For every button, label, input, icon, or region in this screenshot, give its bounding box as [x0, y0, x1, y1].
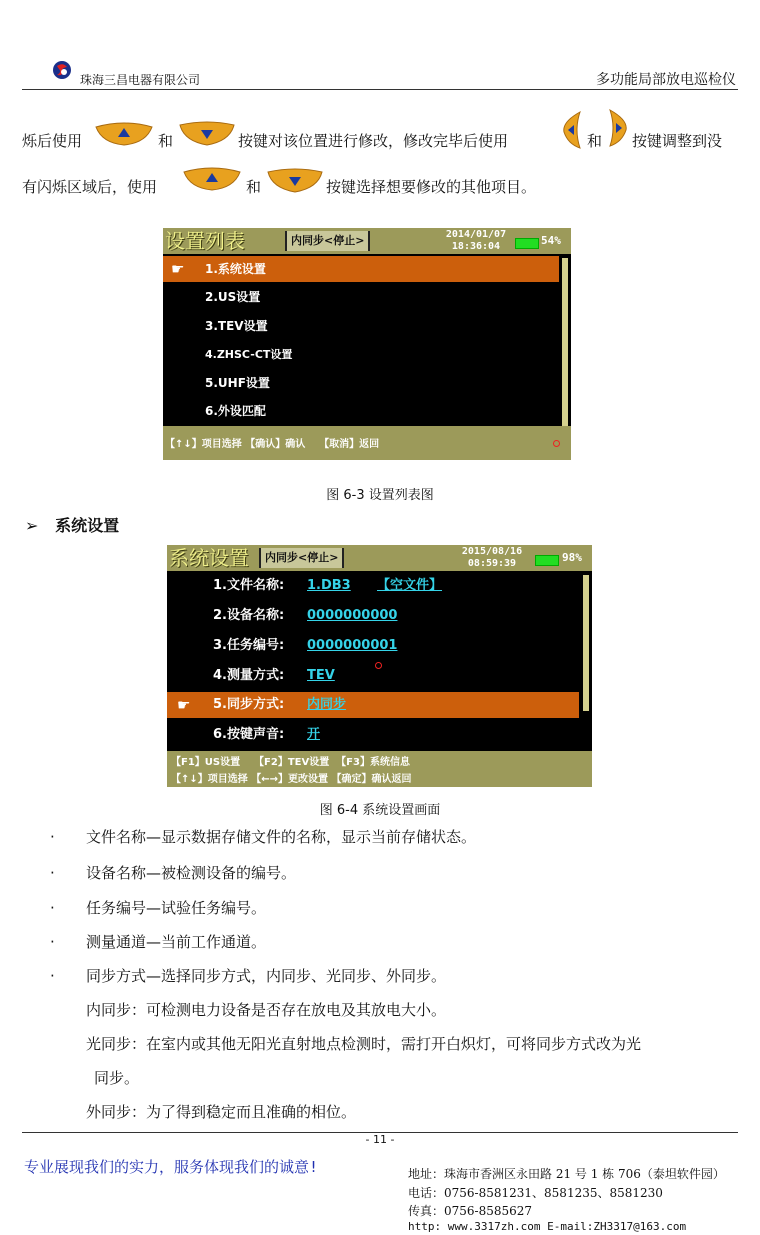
up-key-icon: [94, 121, 154, 147]
bullet-measure-channel: [50, 931, 266, 952]
screen-title: 设置列表: [165, 229, 245, 253]
settings-list-screen: [163, 228, 571, 460]
intro-text-1a: 烁后使用: [22, 132, 83, 150]
sync-optical-desc-1: 光同步：在室内或其他无阳光直射地点检测时，需打开白炽灯，可将同步方式改为光: [86, 1035, 642, 1053]
bullet-mark: ·: [50, 899, 55, 917]
section-title: 系统设置: [55, 516, 120, 535]
sync-mode-indicator: 内同步<停止>: [285, 231, 370, 251]
battery-level: 98%: [562, 551, 582, 564]
setting-label: 1.文件名称:: [213, 578, 285, 593]
screen-header: [167, 545, 592, 571]
setting-label: 6.按键声音:: [213, 727, 285, 742]
down-key-icon: [266, 168, 324, 194]
intro-text-2a: 有闪烁区域后，使用: [22, 178, 158, 196]
bullet-mark: ·: [50, 967, 55, 985]
screen-footer: [163, 426, 571, 460]
bullet-mark: ·: [50, 864, 55, 882]
screen-header: [163, 228, 571, 254]
right-key-icon: [606, 108, 630, 148]
date: 2014/01/07: [445, 229, 507, 240]
section-heading: [25, 513, 119, 536]
bullet-task-number: [50, 897, 266, 918]
bullet-device-name: [50, 862, 296, 883]
company-slogan: 专业展现我们的实力，服务体现我们的诚意!: [24, 1158, 319, 1176]
scrollbar[interactable]: [562, 258, 568, 426]
intro-text-2c: 按键选择想要修改的其他项目。: [326, 178, 537, 196]
system-settings-screen: [167, 545, 592, 787]
sync-optical-desc-2: 同步。: [94, 1069, 140, 1087]
setting-label: 5.同步方式:: [213, 697, 285, 712]
time: 08:59:39: [467, 558, 517, 569]
company-name: 珠海三昌电器有限公司: [80, 73, 201, 87]
bullet-text: 文件名称—显示数据存储文件的名称，显示当前存储状态。: [86, 828, 477, 846]
menu-item-tev-settings[interactable]: [163, 313, 559, 339]
menu-item-label: 1.系统设置: [205, 262, 266, 276]
setting-row-file-name[interactable]: [167, 573, 579, 599]
menu-item-zhsc-ct-settings[interactable]: [163, 342, 559, 368]
setting-row-measure-mode[interactable]: [167, 663, 579, 689]
menu-item-label: 5.UHF设置: [205, 376, 270, 390]
product-name: 多功能局部放电巡检仪: [596, 72, 736, 88]
screen-footer: [167, 751, 592, 787]
menu-item-us-settings[interactable]: [163, 284, 559, 310]
bullet-mark: ·: [50, 933, 55, 951]
bullet-text: 同步方式—选择同步方式，内同步、光同步、外同步。: [86, 967, 447, 985]
menu-item-peripheral-pairing[interactable]: [163, 398, 559, 424]
contact-phone: 电话：0756-8581231、8581235、8581230: [408, 1186, 663, 1200]
setting-row-device-name[interactable]: [167, 603, 579, 629]
contact-address: 地址：珠海市香洲区永田路 21 号 1 栋 706（泰坦软件园）: [408, 1167, 725, 1181]
up-key-icon: [182, 166, 242, 192]
arrow-bullet-icon: ➢: [25, 516, 39, 535]
pointer-hand-icon: ☛: [177, 696, 191, 714]
sync-external-desc: 外同步：为了得到稳定而且准确的相位。: [86, 1103, 357, 1121]
setting-row-task-number[interactable]: [167, 633, 579, 659]
key-hints: 【↑↓】项目选择 【确认】确认 【取消】返回: [165, 439, 380, 450]
bullet-file-name: [50, 826, 476, 847]
setting-label: 4.测量方式:: [213, 668, 285, 683]
battery-level: 54%: [541, 234, 561, 247]
page-number: - 11 -: [365, 1133, 395, 1146]
setting-value[interactable]: 1.DB3: [307, 578, 351, 593]
header-divider: [22, 89, 738, 90]
setting-label: 2.设备名称:: [213, 608, 285, 623]
contact-fax: 传真：0756-8585627: [408, 1204, 533, 1218]
datetime: [447, 546, 537, 570]
intro-text-1b: 和: [158, 132, 174, 150]
setting-value[interactable]: 0000000001: [307, 638, 398, 653]
menu-item-label: 6.外设匹配: [205, 404, 266, 418]
bullet-text: 设备名称—被检测设备的编号。: [86, 864, 297, 882]
bullet-text: 任务编号—试验任务编号。: [86, 899, 267, 917]
sync-internal-desc: 内同步：可检测电力设备是否存在放电及其放电大小。: [86, 1001, 447, 1019]
bullet-mark: ·: [50, 828, 55, 846]
scrollbar[interactable]: [583, 575, 589, 711]
pointer-hand-icon: ☛: [171, 260, 185, 278]
menu-item-label: 2.US设置: [205, 290, 261, 304]
bullet-sync-mode: [50, 965, 446, 986]
battery-icon: [515, 238, 539, 249]
navigation-key-hints: 【↑↓】项目选择 【←→】更改设置 【确定】确认返回: [171, 774, 412, 785]
menu-item-label: 4.ZHSC-CT设置: [205, 348, 293, 361]
setting-value[interactable]: 开: [307, 727, 321, 742]
figure-caption-6-4: 图 6-4 系统设置画面: [319, 803, 441, 818]
status-indicator-icon: [553, 440, 560, 447]
function-key-hints: 【F1】US设置 【F2】TEV设置 【F3】系统信息: [171, 757, 410, 768]
menu-item-uhf-settings[interactable]: [163, 370, 559, 396]
screen-title: 系统设置: [169, 546, 249, 570]
intro-text-1d: 和: [587, 132, 603, 150]
intro-text-2b: 和: [246, 178, 262, 196]
battery-icon: [535, 555, 559, 566]
setting-value[interactable]: 内同步: [307, 697, 347, 712]
menu-item-system-settings[interactable]: [163, 256, 559, 282]
setting-value[interactable]: 0000000000: [307, 608, 398, 623]
down-key-icon: [178, 121, 236, 147]
intro-text-1c: 按键对该位置进行修改，修改完毕后使用: [238, 132, 509, 150]
file-status: 【空文件】: [377, 578, 443, 593]
setting-label: 3.任务编号:: [213, 638, 285, 653]
figure-caption-6-3: 图 6-3 设置列表图: [326, 488, 434, 503]
intro-text-1e: 按键调整到没: [632, 132, 723, 150]
setting-row-key-sound[interactable]: [167, 722, 579, 748]
setting-row-sync-mode[interactable]: [167, 692, 579, 718]
menu-item-label: 3.TEV设置: [205, 319, 268, 333]
contact-web-email: http: www.3317zh.com E-mail:ZH3317@163.com: [408, 1220, 687, 1233]
left-key-icon: [560, 110, 584, 150]
date: 2015/08/16: [461, 546, 523, 557]
sync-mode-indicator: 内同步<停止>: [259, 548, 344, 568]
bullet-text: 测量通道—当前工作通道。: [86, 933, 267, 951]
setting-value[interactable]: TEV: [307, 668, 335, 683]
datetime: [431, 229, 521, 253]
time: 18:36:04: [451, 241, 501, 252]
company-logo: [52, 60, 72, 80]
